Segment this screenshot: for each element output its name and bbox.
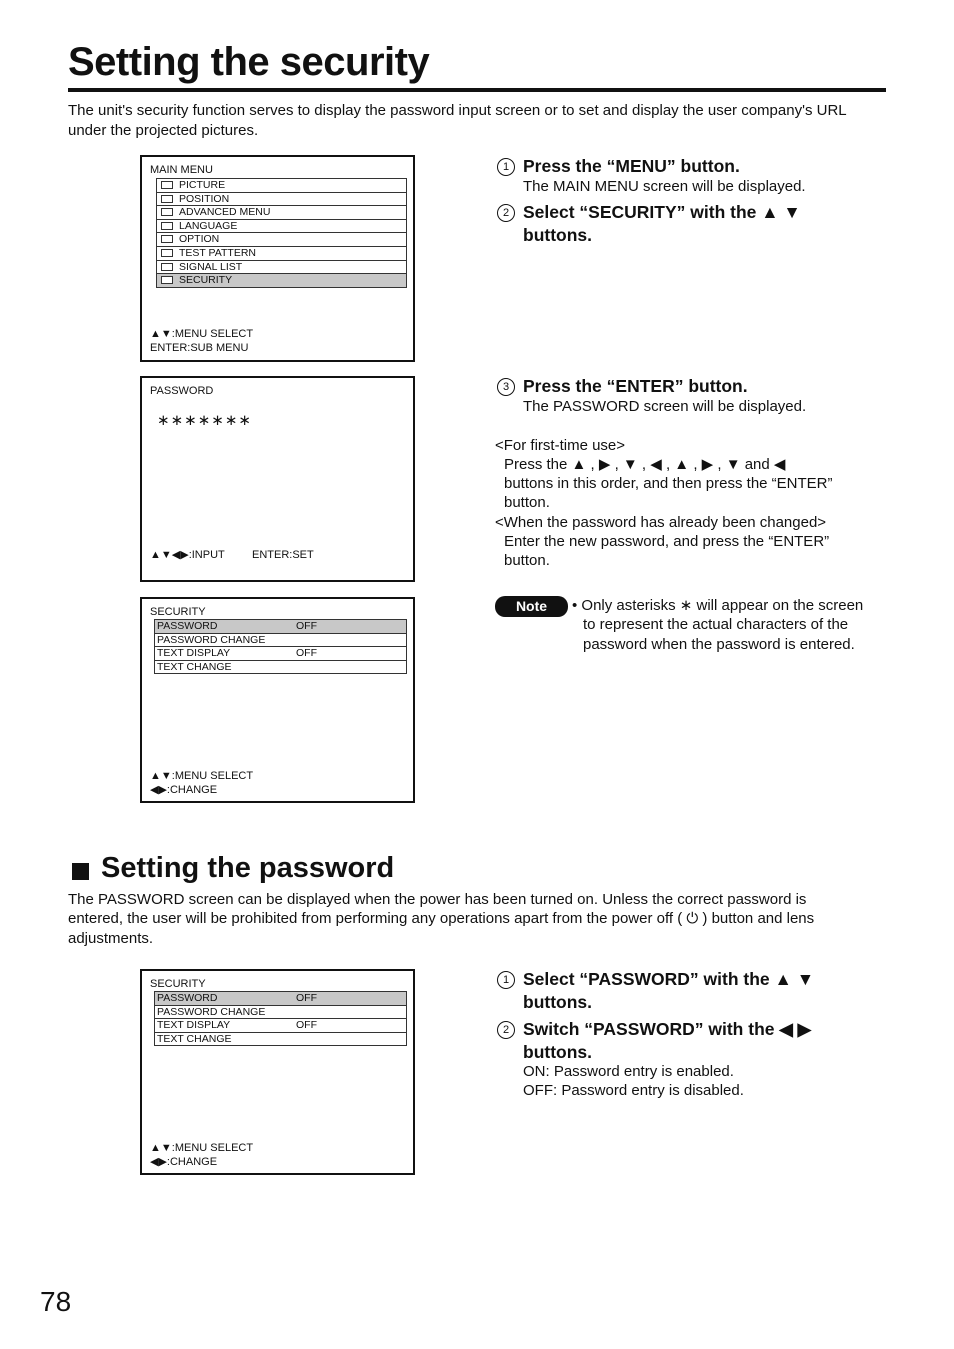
first-use-line: buttons in this order, and then press the “ENTER” [504,475,833,492]
menu-select-hint: ▲▼:MENU SELECT [150,328,254,340]
password-step-1-title: 1 Select “PASSWORD” with the ▲ ▼ [497,968,814,990]
change-hint: ◀▶:CHANGE [150,1156,218,1168]
security-row-password-change[interactable]: PASSWORD CHANGE [155,634,406,648]
advanced-menu-icon [161,208,173,216]
change-hint: ◀▶:CHANGE [150,784,218,796]
changed-line: button. [504,552,550,569]
step-2-title: 2 Select “SECURITY” with the ▲ ▼ [497,201,801,223]
security-row-password[interactable]: PASSWORD OFF [155,992,406,1006]
picture-icon [161,181,173,189]
screen-title: SECURITY [150,978,206,990]
security-row-text-display[interactable]: TEXT DISPLAY OFF [155,1019,406,1033]
step-number: 2 [497,204,515,222]
step-3-title: 3 Press the “ENTER” button. [497,375,748,397]
step-number: 3 [497,378,515,396]
step-number: 1 [497,971,515,989]
password-masked-input[interactable]: ∗∗∗∗∗∗∗ [157,412,252,429]
step-1-title: 1 Press the “MENU” button. [497,155,740,177]
note-line: to represent the actual characters of the [583,616,849,633]
section-marker-icon [72,863,89,880]
screen-title: PASSWORD [150,385,214,397]
first-use-heading: <For first-time use> [495,437,626,454]
set-hint: ENTER:SET [252,549,314,561]
password-step-1-title-cont: buttons. [523,992,593,1012]
step-number: 1 [497,158,515,176]
input-hint: ▲▼◀▶:INPUT [150,549,225,561]
security-screen [140,597,415,803]
note-badge: Note [495,596,568,617]
security-icon [161,276,173,284]
section-title: Setting the password [101,852,395,884]
note-line: password when the password is entered. [583,636,855,653]
menu-item-picture[interactable]: PICTURE [157,179,406,193]
menu-item-test-pattern[interactable]: TEST PATTERN [157,247,406,261]
first-use-line: Press the ▲ , ▶ , ▼ , ◀ , ▲ , ▶ , ▼ and ◀ [504,456,786,473]
security-row-password[interactable]: PASSWORD OFF [155,620,406,634]
security-row-text-display[interactable]: TEXT DISPLAY OFF [155,647,406,661]
password-step-2-title: 2 Switch “PASSWORD” with the ◀ ▶ [497,1018,811,1040]
intro-paragraph: The unit's security function serves to display the password input screen or to set and display the user company's URL under the projected pictures. [68,102,847,139]
language-icon [161,222,173,230]
position-icon [161,195,173,203]
menu-item-position[interactable]: POSITION [157,193,406,207]
password-step-2-title-cont: buttons. [523,1042,593,1062]
step-1-description: The MAIN MENU screen will be displayed. [523,178,806,195]
password-screen [140,376,415,582]
menu-item-advanced-menu[interactable]: ADVANCED MENU [157,206,406,220]
submenu-hint: ENTER:SUB MENU [150,342,249,354]
security-row-text-change[interactable]: TEXT CHANGE [157,660,232,673]
page-title: Setting the security [68,40,430,84]
screen-title: MAIN MENU [150,164,213,176]
page-number: 78 [40,1286,72,1317]
security-menu-list [154,619,407,674]
title-rule [68,88,886,92]
security-screen-2 [140,969,415,1175]
signal-list-icon [161,263,173,271]
first-use-line: button. [504,494,550,511]
option-icon [161,235,173,243]
step-3-description: The PASSWORD screen will be displayed. [523,398,807,415]
main-menu-screen [140,155,415,362]
step-number: 2 [497,1021,515,1039]
test-pattern-icon [161,249,173,257]
security-row-text-change[interactable]: TEXT CHANGE [157,1032,232,1045]
menu-item-security[interactable]: SECURITY [157,274,406,287]
main-menu-list [156,178,407,288]
security-row-password-change[interactable]: PASSWORD CHANGE [155,1006,406,1020]
menu-item-option[interactable]: OPTION [157,233,406,247]
note-line: • Only asterisks ∗ will appear on the screen [572,597,864,614]
section-paragraph-line: entered, the user will be prohibited from performing any operations apart from the power off ( ⏻ ) button and lens [68,910,815,927]
menu-item-signal-list[interactable]: SIGNAL LIST [157,261,406,275]
changed-heading: <When the password has already been changed> [495,514,827,531]
screen-title: SECURITY [150,606,206,618]
menu-select-hint: ▲▼:MENU SELECT [150,770,254,782]
section-paragraph-line: The PASSWORD screen can be displayed when the power has been turned on. Unless the correct password is [68,891,807,908]
changed-line: Enter the new password, and press the “ENTER” [504,533,830,550]
step-2-title-cont: buttons. [523,225,593,245]
menu-item-language[interactable]: LANGUAGE [157,220,406,234]
security-menu-list [154,991,407,1046]
off-description: OFF: Password entry is disabled. [523,1082,744,1099]
on-description: ON: Password entry is enabled. [523,1063,734,1080]
section-paragraph-line: adjustments. [68,930,154,947]
menu-select-hint: ▲▼:MENU SELECT [150,1142,254,1154]
